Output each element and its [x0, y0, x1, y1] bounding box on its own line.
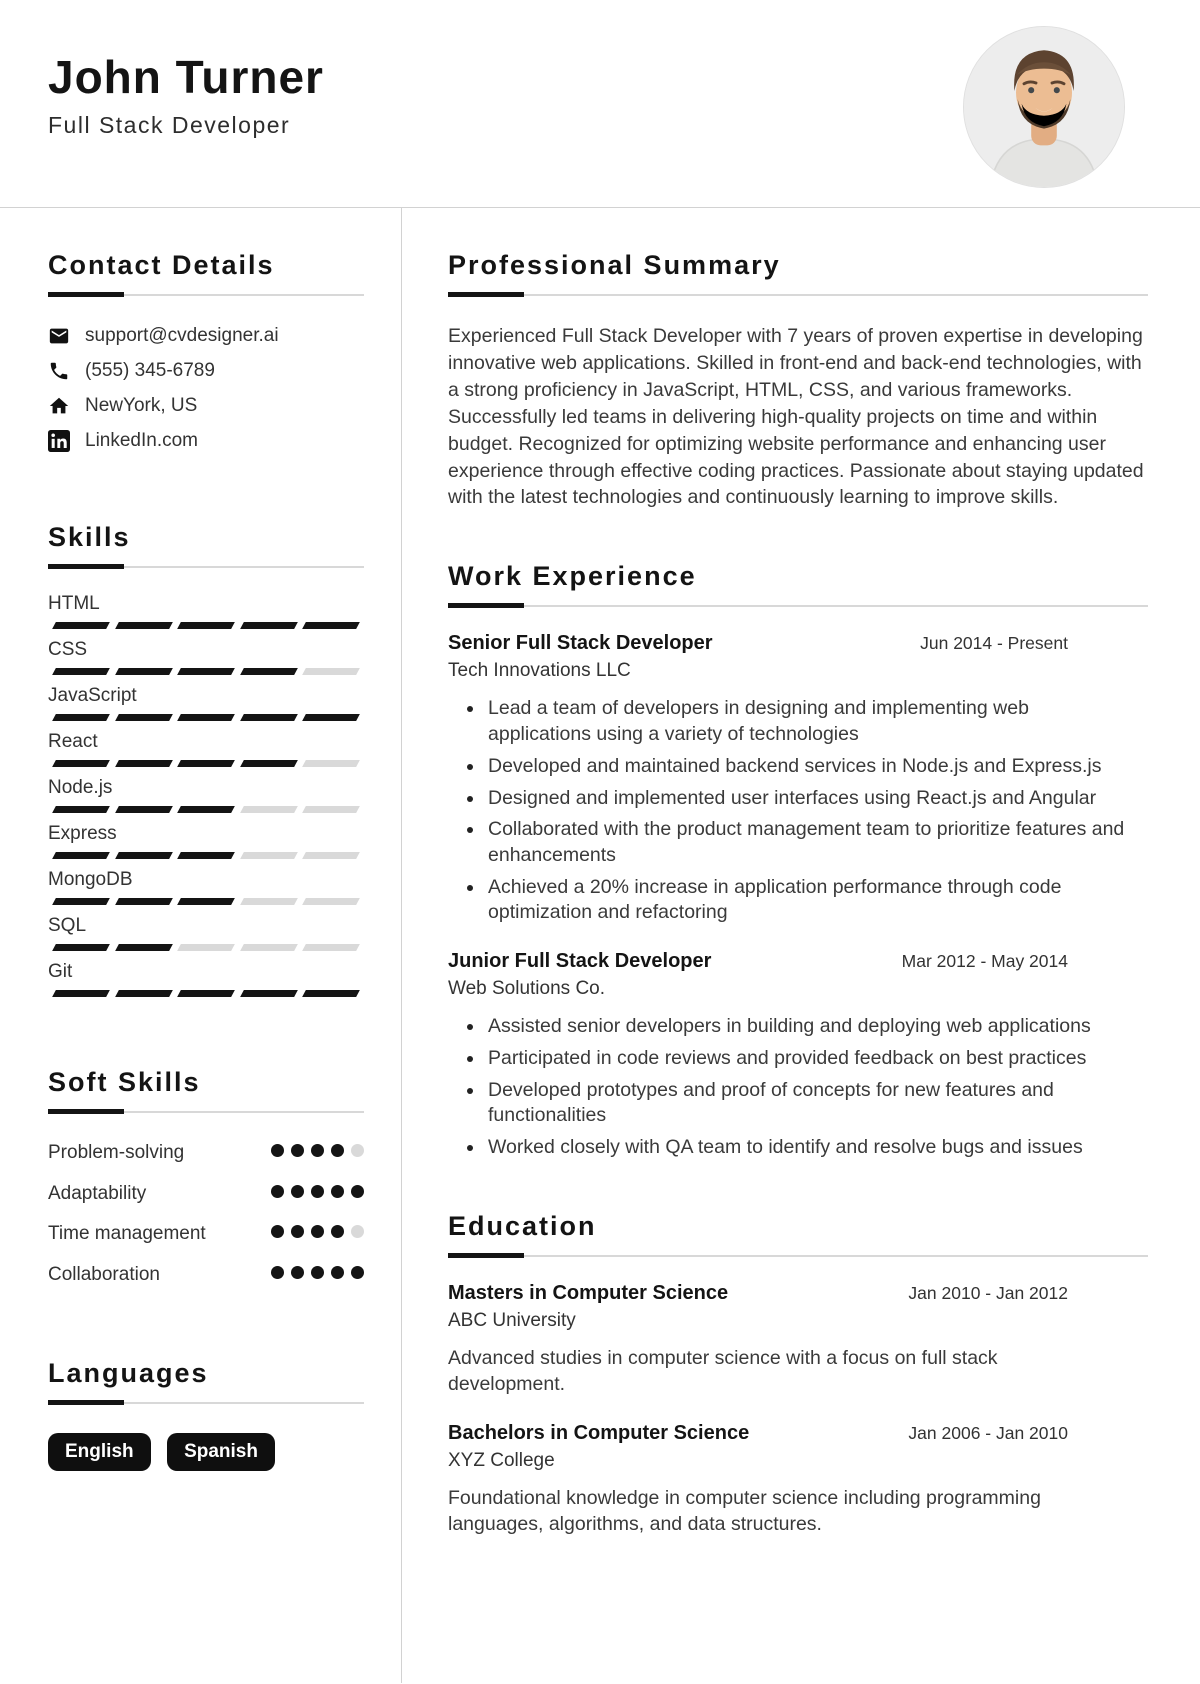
skill-level-bar: [48, 622, 364, 629]
sidebar: [0, 208, 402, 1683]
contact-phone: (555) 345-6789: [85, 360, 215, 381]
soft-skill-dot: [351, 1144, 364, 1157]
soft-skills-list: [48, 1140, 364, 1288]
soft-skills-heading: Soft Skills: [48, 1067, 201, 1097]
skill-bar-segment: [240, 668, 297, 675]
skill-bar-segment: [177, 944, 234, 951]
soft-skill-level-dots: [271, 1221, 364, 1238]
job-company: Tech Innovations LLC: [448, 660, 631, 682]
soft-skill-dot: [311, 1266, 324, 1279]
soft-skill-item: [48, 1181, 364, 1207]
education-heading: Education: [448, 1210, 597, 1241]
contact-email: support@cvdesigner.ai: [85, 325, 279, 346]
skill-bar-segment: [240, 898, 297, 905]
skill-level-bar: [48, 898, 364, 905]
skill-item: [48, 593, 364, 629]
degree-title: Masters in Computer Science: [448, 1281, 729, 1304]
soft-skill-dot: [291, 1266, 304, 1279]
skill-item: [48, 915, 364, 951]
soft-skill-level-dots: [271, 1181, 364, 1198]
skill-bar-segment: [52, 714, 109, 721]
skill-name: CSS: [48, 639, 88, 660]
job-dates: Jun 2014 - Present: [920, 633, 1068, 654]
school-name: XYZ College: [448, 1449, 555, 1471]
summary-heading: Professional Summary: [448, 250, 781, 280]
skill-bar-segment: [115, 944, 172, 951]
education-description: Advanced studies in computer science with a focus on full stack development.: [448, 1346, 998, 1396]
skill-bar-segment: [115, 760, 172, 767]
phone-icon: [48, 360, 70, 382]
soft-skill-level-dots: [271, 1140, 364, 1157]
skills-section: [48, 522, 364, 997]
soft-skill-dot: [311, 1225, 324, 1238]
skill-bar-segment: [115, 898, 172, 905]
job-title: Senior Full Stack Developer: [448, 632, 713, 655]
skill-bar-segment: [303, 806, 360, 813]
skill-level-bar: [48, 714, 364, 721]
job-bullet: Developed prototypes and proof of concepts for new features and functionalities: [488, 1078, 1128, 1129]
skill-bar-segment: [177, 760, 234, 767]
soft-skill-dot: [331, 1144, 344, 1157]
skill-bar-segment: [52, 668, 109, 675]
education-section: [448, 1211, 1148, 1537]
skill-level-bar: [48, 668, 364, 675]
job-bullet: Lead a team of developers in designing and implementing web applications using a variety of technologies: [488, 696, 1128, 747]
skill-level-bar: [48, 990, 364, 997]
heading-rule: [448, 603, 1148, 608]
skill-bar-segment: [52, 622, 109, 629]
soft-skill-dot: [351, 1225, 364, 1238]
skill-bar-segment: [52, 944, 109, 951]
skill-bar-segment: [177, 852, 234, 859]
soft-skill-dot: [291, 1144, 304, 1157]
skill-bar-segment: [303, 898, 360, 905]
soft-skill-item: [48, 1262, 364, 1288]
skill-level-bar: [48, 944, 364, 951]
soft-skill-dot: [331, 1225, 344, 1238]
summary-section: [448, 250, 1148, 511]
skill-bar-segment: [303, 944, 360, 951]
job-entry: [448, 632, 1148, 926]
job-bullet-list: [448, 1014, 1148, 1161]
skill-name: Node.js: [48, 777, 113, 798]
soft-skill-item: [48, 1221, 364, 1247]
skill-name: Express: [48, 823, 117, 844]
skill-level-bar: [48, 760, 364, 767]
email-icon: [48, 325, 70, 347]
soft-skill-name: Problem-solving: [48, 1142, 185, 1163]
skill-bar-segment: [52, 852, 109, 859]
school-name: ABC University: [448, 1309, 576, 1331]
main-column: [402, 208, 1200, 1683]
job-bullet: Collaborated with the product management team to prioritize features and enhancements: [488, 817, 1128, 868]
skill-item: [48, 823, 364, 859]
soft-skill-dot: [271, 1266, 284, 1279]
job-title: Junior Full Stack Developer: [448, 950, 712, 973]
heading-rule: [48, 564, 364, 569]
language-badge-spanish: Spanish: [167, 1433, 275, 1471]
job-bullet: Assisted senior developers in building and deploying web applications: [488, 1014, 1128, 1040]
job-bullet: Achieved a 20% increase in application performance through code optimization and refactoring: [488, 875, 1128, 926]
skill-level-bar: [48, 806, 364, 813]
skill-bar-segment: [303, 852, 360, 859]
heading-rule: [448, 1253, 1148, 1258]
job-bullet: Developed and maintained backend services in Node.js and Express.js: [488, 754, 1128, 780]
languages-section: [48, 1358, 364, 1471]
skill-bar-segment: [177, 668, 234, 675]
contact-location: NewYork, US: [85, 395, 198, 416]
soft-skill-dot: [331, 1266, 344, 1279]
skill-item: [48, 777, 364, 813]
contact-linkedin: LinkedIn.com: [85, 430, 199, 451]
job-bullet: Worked closely with QA team to identify and resolve bugs and issues: [488, 1135, 1128, 1161]
job-dates: Mar 2012 - May 2014: [901, 951, 1068, 972]
skill-item: [48, 869, 364, 905]
soft-skill-level-dots: [271, 1262, 364, 1279]
heading-rule: [48, 1109, 364, 1114]
heading-rule: [48, 292, 364, 297]
skill-bar-segment: [240, 714, 297, 721]
soft-skill-dot: [331, 1185, 344, 1198]
education-entry: [448, 1422, 1148, 1538]
skill-bar-segment: [303, 622, 360, 629]
skill-name: HTML: [48, 593, 100, 614]
skill-item: [48, 731, 364, 767]
job-bullet: Participated in code reviews and provided feedback on best practices: [488, 1046, 1128, 1072]
skill-bar-segment: [177, 622, 234, 629]
skill-bar-segment: [177, 714, 234, 721]
contact-row-location: [48, 395, 364, 417]
soft-skill-dot: [271, 1144, 284, 1157]
contact-row-phone: [48, 360, 364, 382]
home-icon: [48, 395, 70, 417]
summary-text: Experienced Full Stack Developer with 7 years of proven expertise in developing innovative web applications. Skilled in front-end and back-end technologies, with a strong proficiency in JavaScript, HTML, CSS, and various frameworks. Successfully led teams in delivering high-quality projects on time and within budget. Recognized for optimizing website performance and enhancing user experience through effective coding practices. Passionate about staying updated with the latest technologies and continuously learning to improve skills.: [448, 325, 1144, 509]
soft-skill-dot: [311, 1144, 324, 1157]
soft-skill-dot: [291, 1225, 304, 1238]
skill-bar-segment: [303, 668, 360, 675]
soft-skill-name: Adaptability: [48, 1182, 147, 1204]
job-company: Web Solutions Co.: [448, 978, 606, 1000]
skill-bar-segment: [52, 760, 109, 767]
contact-heading: Contact Details: [48, 250, 275, 280]
skill-bar-segment: [115, 622, 172, 629]
skill-name: SQL: [48, 915, 87, 936]
skill-bar-segment: [240, 990, 297, 997]
soft-skill-dot: [271, 1185, 284, 1198]
skill-name: JavaScript: [48, 685, 137, 706]
soft-skill-dot: [351, 1266, 364, 1279]
skill-name: React: [48, 731, 98, 752]
education-entry: [448, 1282, 1148, 1398]
job-entry: [448, 950, 1148, 1161]
language-badge-english: English: [48, 1433, 151, 1471]
soft-skill-dot: [351, 1185, 364, 1198]
soft-skill-dot: [271, 1225, 284, 1238]
contact-section: [48, 250, 364, 452]
skill-bar-segment: [115, 806, 172, 813]
linkedin-icon: [48, 430, 70, 452]
skills-list: [48, 593, 364, 997]
skill-item: [48, 685, 364, 721]
skill-item: [48, 961, 364, 997]
person-job-title: Full Stack Developer: [48, 112, 291, 138]
person-name: John Turner: [48, 51, 324, 103]
skill-bar-segment: [303, 990, 360, 997]
skill-bar-segment: [115, 714, 172, 721]
profile-photo: [963, 26, 1125, 188]
skill-bar-segment: [240, 760, 297, 767]
skill-bar-segment: [115, 990, 172, 997]
skill-bar-segment: [52, 990, 109, 997]
skill-bar-segment: [52, 898, 109, 905]
heading-rule: [48, 1400, 364, 1405]
skill-name: Git: [48, 961, 73, 982]
experience-heading: Work Experience: [448, 561, 697, 592]
skill-level-bar: [48, 852, 364, 859]
contact-row-email: [48, 325, 364, 347]
job-bullet-list: [448, 696, 1148, 926]
experience-section: [448, 561, 1148, 1161]
skill-bar-segment: [240, 622, 297, 629]
education-description: Foundational knowledge in computer science including programming languages, algorithms, and data structures.: [448, 1486, 1041, 1535]
profile-photo-illustration: [964, 27, 1124, 187]
skill-name: MongoDB: [48, 869, 133, 890]
skill-bar-segment: [115, 668, 172, 675]
skill-bar-segment: [115, 852, 172, 859]
heading-rule: [448, 292, 1148, 297]
skill-item: [48, 639, 364, 675]
soft-skill-name: Collaboration: [48, 1263, 160, 1285]
soft-skill-dot: [311, 1185, 324, 1198]
soft-skill-dot: [291, 1185, 304, 1198]
soft-skill-name: Time management: [48, 1223, 206, 1245]
job-bullet: Designed and implemented user interfaces using React.js and Angular: [488, 786, 1128, 812]
skill-bar-segment: [240, 806, 297, 813]
skill-bar-segment: [240, 852, 297, 859]
soft-skills-section: [48, 1067, 364, 1288]
contact-row-linkedin: [48, 430, 364, 452]
skill-bar-segment: [240, 944, 297, 951]
soft-skill-item: [48, 1140, 364, 1166]
resume-header: [0, 0, 1200, 208]
degree-title: Bachelors in Computer Science: [448, 1421, 750, 1444]
skill-bar-segment: [177, 898, 234, 905]
skills-heading: Skills: [48, 522, 131, 552]
skill-bar-segment: [177, 990, 234, 997]
education-dates: Jan 2006 - Jan 2010: [908, 1422, 1068, 1443]
skill-bar-segment: [303, 760, 360, 767]
skill-bar-segment: [52, 806, 109, 813]
skill-bar-segment: [177, 806, 234, 813]
languages-heading: Languages: [48, 1357, 209, 1388]
education-dates: Jan 2010 - Jan 2012: [908, 1282, 1068, 1303]
skill-bar-segment: [303, 714, 360, 721]
